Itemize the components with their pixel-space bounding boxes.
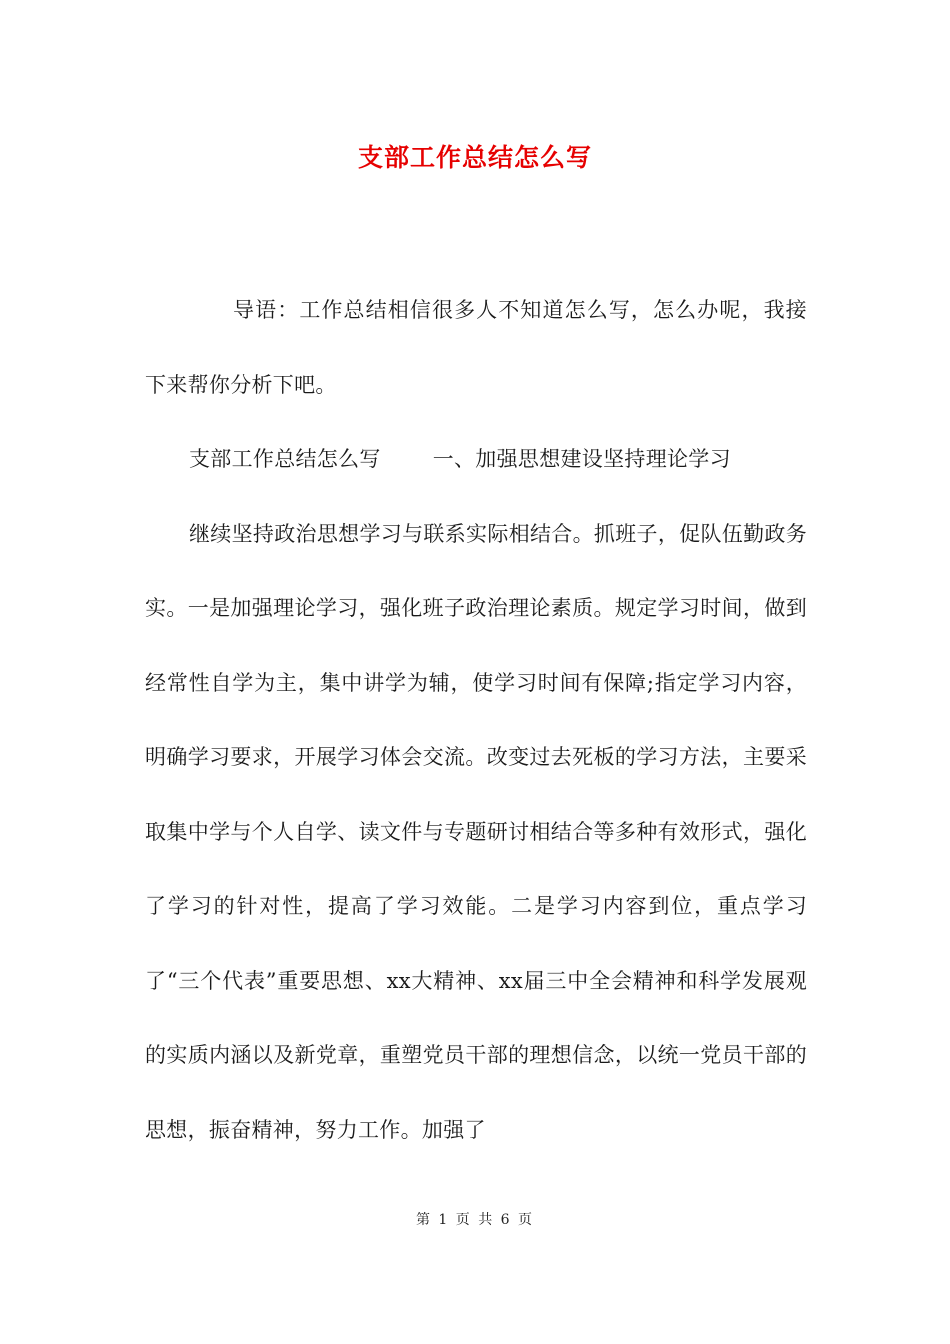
section-heading-prefix: 支部工作总结怎么写 [189,447,381,471]
section-heading: 一、加强思想建设坚持理论学习 [432,447,731,471]
section-heading-line [145,422,807,497]
page-indicator: 第 1 页 共 6 页 [415,1212,535,1228]
body-paragraph: 继续坚持政治思想学习与联系实际相结合。抓班子，促队伍勤政务实。一是加强理论学习，强化班子政治理论素质。规定学习时间，做到经常性自学为主，集中讲学为辅，使学习时间有保障;指定学习内容，明确学习要求，开展学习体会交流。改变过去死板的学习方法，主要采取集中学与个人自学、读文件与专题研讨相结合等多种有效形式，强化了学习的针对性，提高了学习效能。二是学习内容到位，重点学习了“三个代表”重要思想、xx大精神、xx届三中全会精神和科学发展观的实质内涵以及新党章，重塑党员干部的理想信念，以统一党员干部的思想，振奋精神，努力工作。加强了 [145,521,807,1142]
intro-paragraph: 导语：工作总结相信很多人不知道怎么写，怎么办呢，我接下来帮你分析下吧。 [145,298,807,397]
document-title: 支部工作总结怎么写 [357,143,592,172]
document-body [145,273,807,1167]
